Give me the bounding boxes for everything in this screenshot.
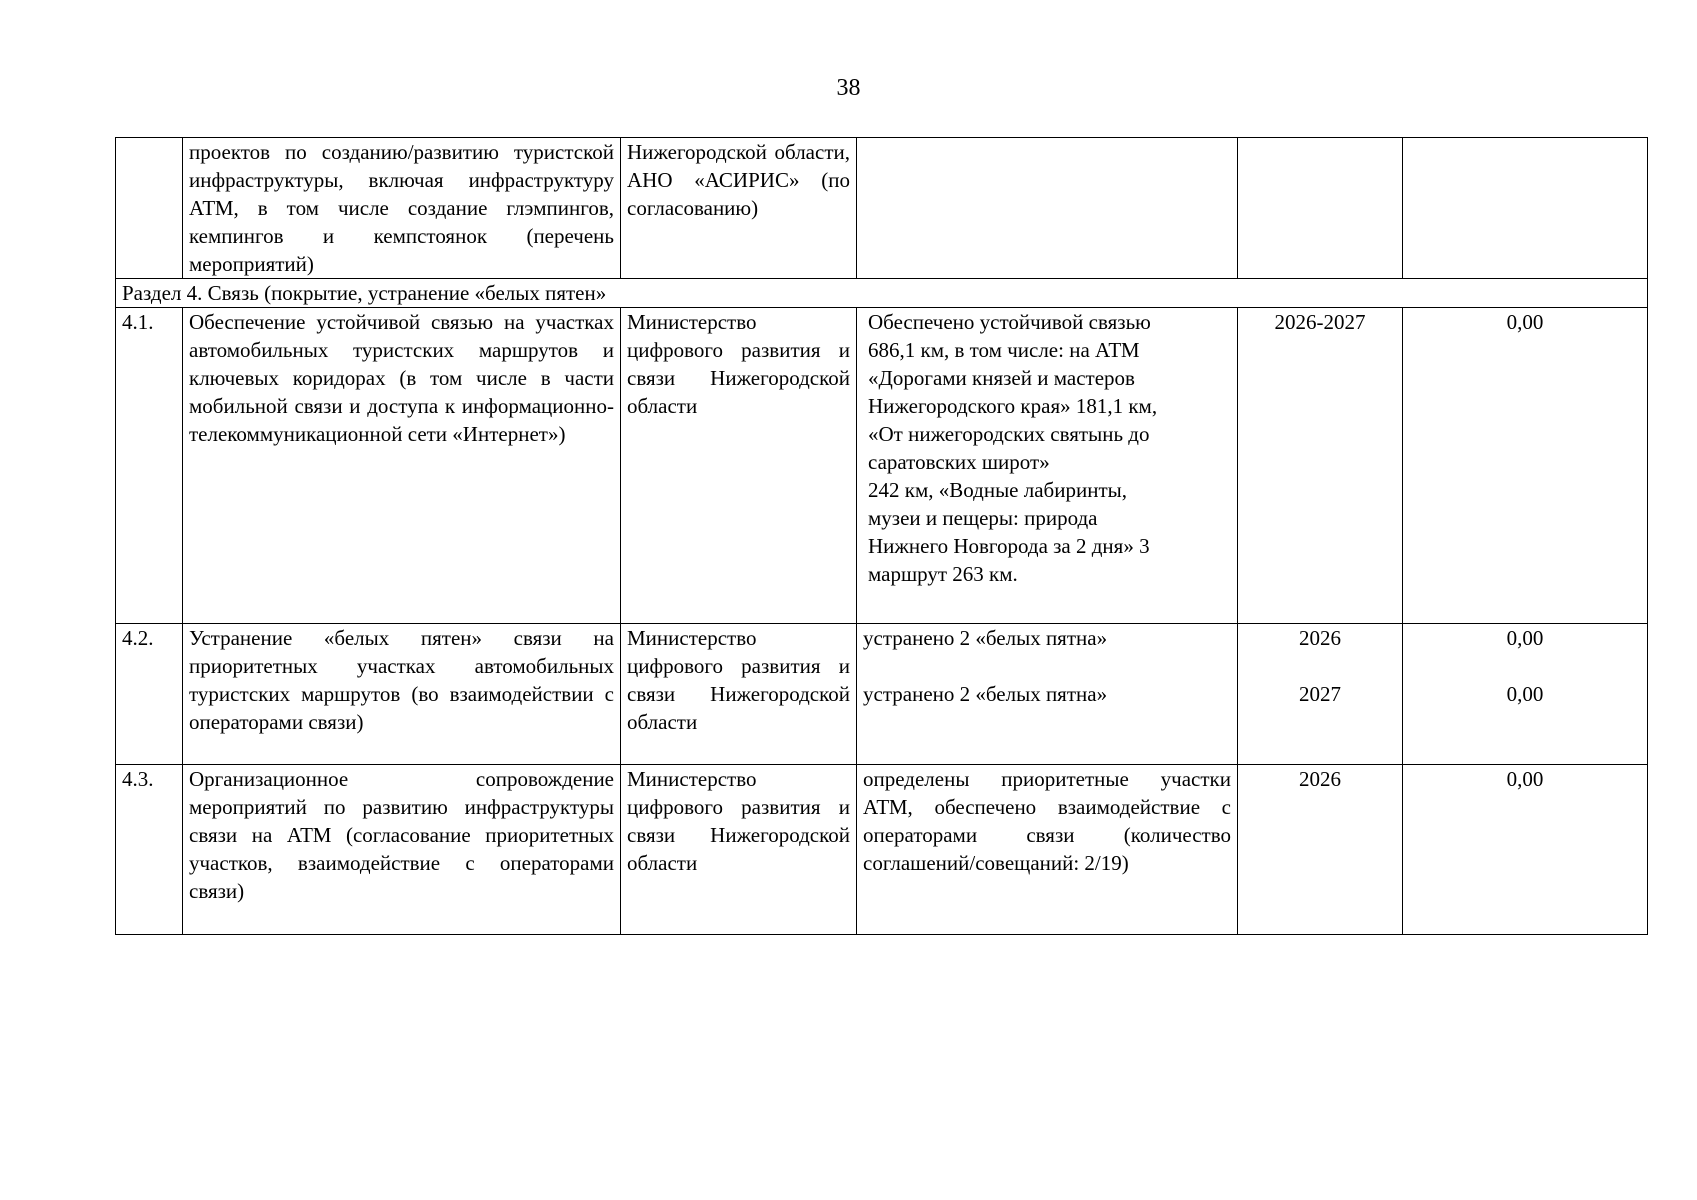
result-line: устранено 2 «белых пятна» (863, 626, 1108, 650)
cell-period (1238, 624, 1403, 765)
cell-activity: проектов по созданию/развитию туристской инфраструктуры, включая инфраструктуру АТМ, в том числе создание глэмпингов, кемпингов и кемпстоянок (перечень мероприятий) (183, 138, 621, 279)
cell-result (857, 308, 1238, 624)
cell-result: определены приоритетные участки АТМ, обеспечено взаимодействие с операторами связи (количество соглашений/совещаний: 2/19) (857, 765, 1238, 935)
result-line: 242 км, «Водные лабиринты, (868, 478, 1127, 502)
cell-result (857, 138, 1238, 279)
funding-value: 0,00 (1506, 682, 1544, 706)
table-row-continuation (116, 138, 1648, 279)
cell-activity: Устранение «белых пятен» связи на приоритетных участках автомобильных туристских маршрутов (во взаимодействии с операторами связи) (183, 624, 621, 765)
funding-value: 0,00 (1506, 626, 1544, 650)
measures-table (115, 137, 1648, 935)
section-title: Раздел 4. Связь (покрытие, устранение «белых пятен» (116, 279, 1648, 308)
result-line: Нижнего Новгорода за 2 дня» 3 (868, 534, 1150, 558)
page-number: 38 (836, 75, 861, 101)
result-line: 686,1 км, в том числе: на АТМ (868, 338, 1140, 362)
section-row (116, 279, 1648, 308)
cell-num: 4.1. (116, 308, 183, 624)
period-value: 2027 (1299, 682, 1341, 706)
result-line: маршрут 263 км. (868, 562, 1018, 586)
cell-funding: 0,00 (1403, 765, 1648, 935)
table-row-4-2 (116, 624, 1648, 765)
cell-period: 2026 (1238, 765, 1403, 935)
cell-num: 4.3. (116, 765, 183, 935)
cell-executor: Министерство цифрового развития и связи Нижегородской области (621, 308, 857, 624)
result-line: устранено 2 «белых пятна» (863, 682, 1108, 706)
result-line: «От нижегородских святынь до (868, 422, 1150, 446)
cell-num: 4.2. (116, 624, 183, 765)
cell-result (857, 624, 1238, 765)
result-line: «Дорогами князей и мастеров (868, 366, 1135, 390)
cell-funding (1403, 138, 1648, 279)
cell-activity: Организационное сопровождение мероприятий по развитию инфраструктуры связи на АТМ (согласование приоритетных участков, взаимодействие с операторами связи) (183, 765, 621, 935)
result-line: Обеспечено устойчивой связью (868, 310, 1151, 334)
period-value: 2026 (1299, 626, 1341, 650)
result-line: музеи и пещеры: природа (868, 506, 1098, 530)
cell-funding: 0,00 (1403, 308, 1648, 624)
result-line: саратовских широт» (868, 450, 1050, 474)
result-line: Нижегородского края» 181,1 км, (868, 394, 1158, 418)
table-row-4-3 (116, 765, 1648, 935)
cell-num (116, 138, 183, 279)
cell-period (1238, 138, 1403, 279)
cell-executor: Министерство цифрового развития и связи Нижегородской области (621, 765, 857, 935)
cell-activity: Обеспечение устойчивой связью на участках автомобильных туристских маршрутов и ключевых коридорах (в том числе в части мобильной связи и доступа к информационно-телекоммуникационной сети «Интернет») (183, 308, 621, 624)
cell-executor: Нижегородской области, АНО «АСИРИС» (по согласованию) (621, 138, 857, 279)
cell-executor: Министерство цифрового развития и связи Нижегородской области (621, 624, 857, 765)
table-row-4-1 (116, 308, 1648, 624)
cell-period: 2026-2027 (1238, 308, 1403, 624)
cell-funding (1403, 624, 1648, 765)
